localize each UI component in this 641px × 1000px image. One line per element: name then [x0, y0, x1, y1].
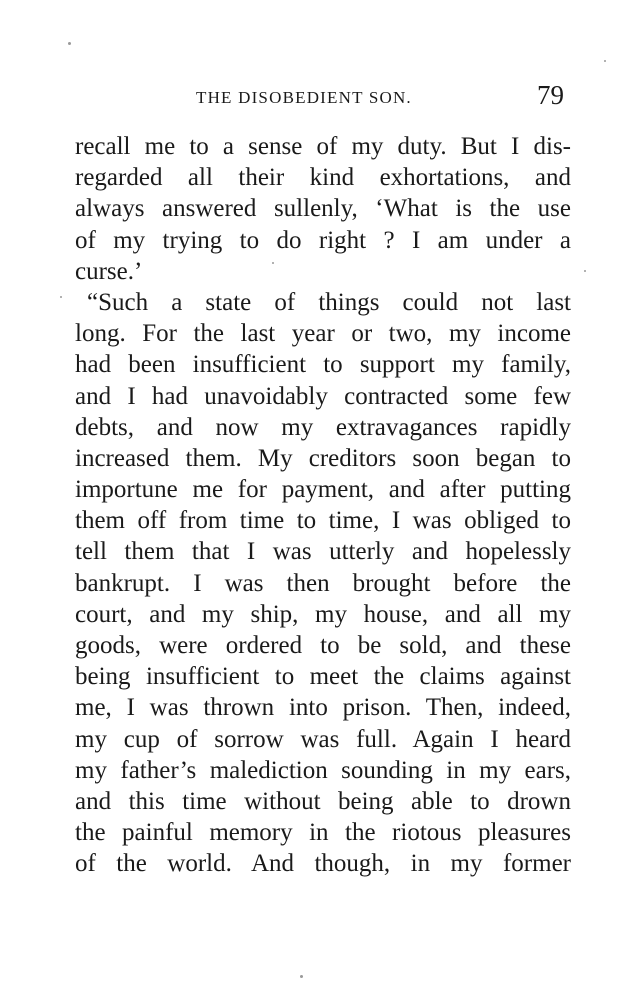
page-header — [0, 80, 641, 116]
text-line: them off from time to time, I was obliged to — [75, 507, 571, 535]
running-title: THE DISOBEDIENT SON. — [196, 88, 412, 107]
text-line: of my trying to do right ? I am under a — [75, 226, 571, 254]
text-line: recall me to a sense of my duty. But I dis- — [75, 133, 571, 160]
text-line: long. For the last year or two, my income — [75, 320, 571, 348]
text-line: curse.’ — [75, 257, 143, 285]
text-line: court, and my ship, my house, and all my — [75, 600, 571, 628]
text-line: the painful memory in the riotous pleasures — [75, 819, 571, 847]
text-line: debts, and now my extravagances rapidly — [75, 413, 571, 441]
scan-speck — [584, 270, 586, 272]
text-line: tell them that I was utterly and hopelessly — [75, 538, 571, 566]
text-line: always answered sullenly, ‘What is the use — [75, 195, 571, 223]
text-line: and I had unavoidably contracted some few — [75, 382, 571, 410]
page-number: 79 — [537, 80, 564, 110]
text-line: “Such a state of things could not last — [87, 288, 571, 316]
text-line: regarded all their kind exhortations, and — [75, 164, 571, 192]
text-line: and this time without being able to drown — [75, 787, 571, 815]
text-line: my cup of sorrow was full. Again I heard — [75, 725, 571, 753]
scan-speck — [604, 60, 606, 62]
text-line: being insufficient to meet the claims against — [75, 663, 571, 691]
scan-speck — [272, 262, 274, 264]
scan-speck — [68, 42, 71, 45]
text-line: of the world. And though, in my former — [75, 850, 571, 878]
scan-speck — [300, 975, 303, 978]
text-line: had been insufficient to support my family, — [75, 351, 571, 379]
text-line: bankrupt. I was then brought before the — [75, 569, 571, 597]
text-line: goods, were ordered to be sold, and these — [75, 632, 571, 659]
scan-speck — [60, 296, 62, 298]
text-line: my father’s malediction sounding in my ears, — [75, 756, 571, 784]
body-text — [75, 131, 571, 880]
text-line: importune me for payment, and after putting — [75, 476, 571, 504]
text-line: increased them. My creditors soon began to — [75, 444, 571, 472]
text-line: me, I was thrown into prison. Then, indeed, — [75, 694, 571, 722]
